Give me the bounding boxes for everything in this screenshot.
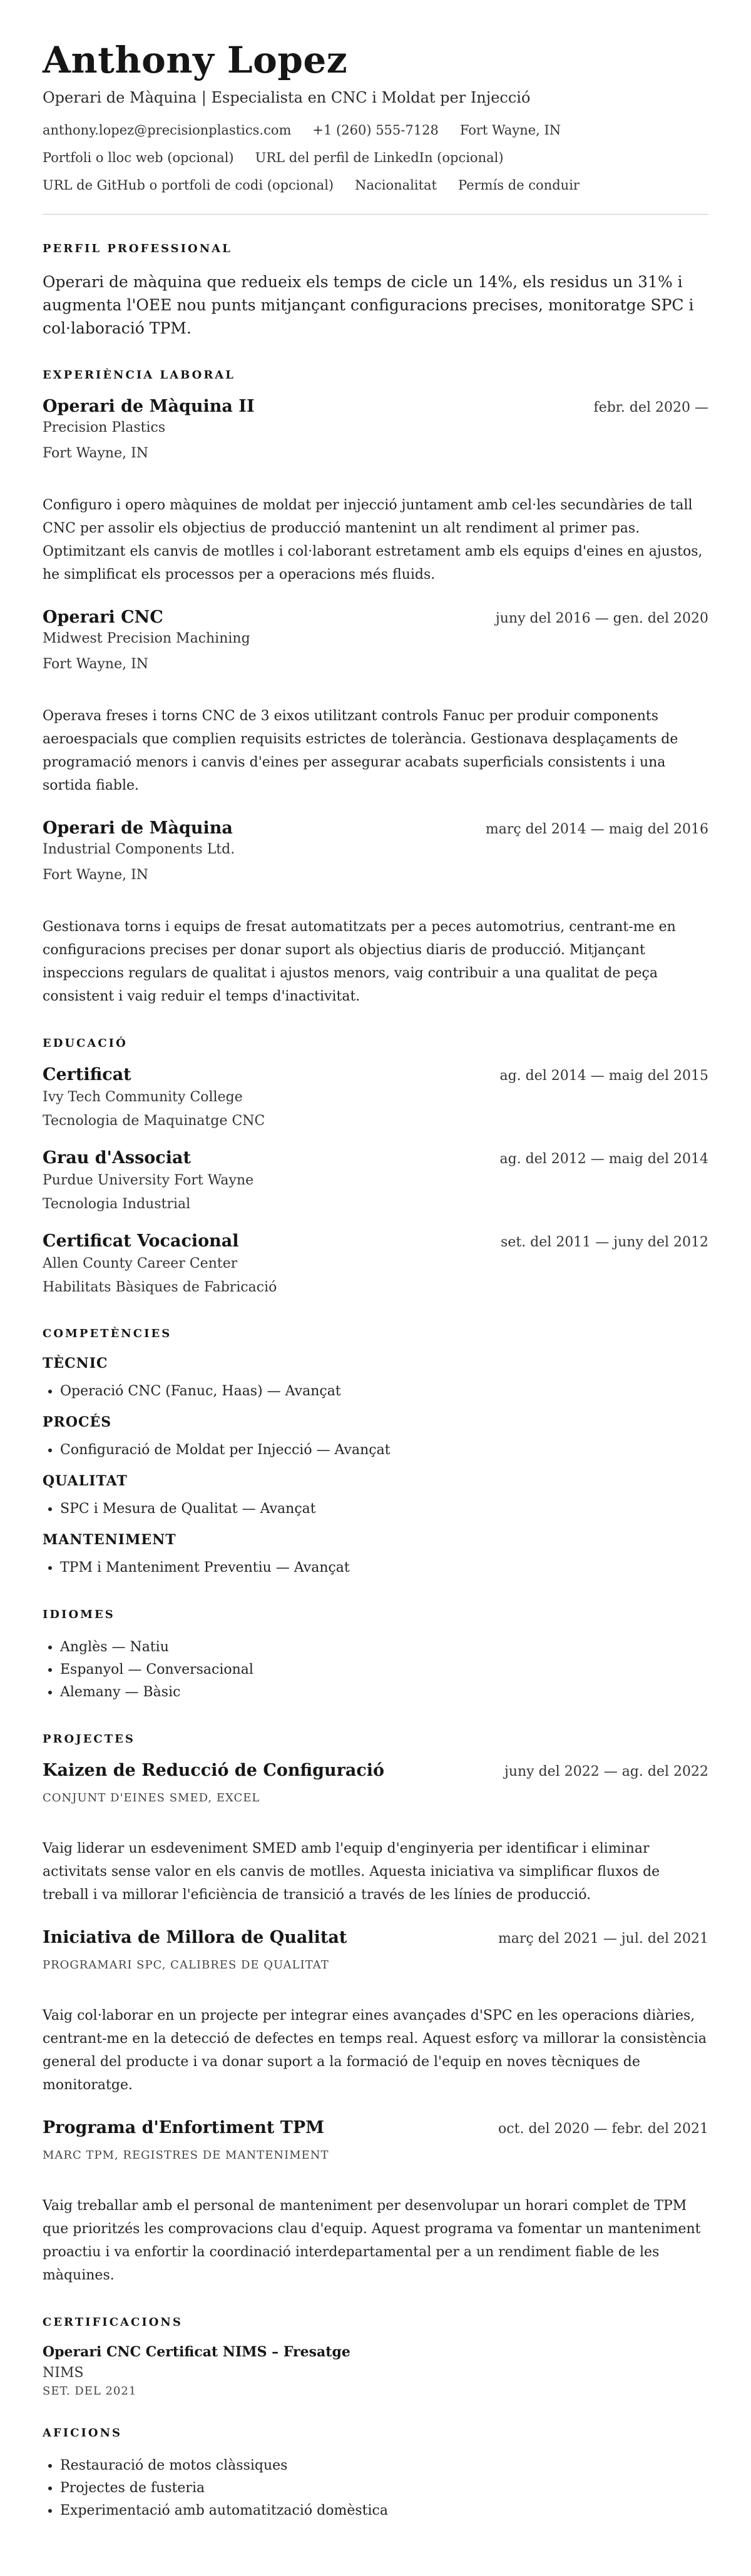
contact-row-2 [43, 150, 708, 165]
skill-category: TÈCNIC [43, 1355, 108, 1372]
job-description: Gestionava torns i equips de fresat automatitzats per a peces automotrius, centrant-me en configuracions precises per donar suport als objectius diaris de producció. Mitjançant inspeccions regulars de qualitat i ajustos menors, vaig contribuir a una qualitat de peça consistent i vaig reduir el temps d'inactivitat. [43, 919, 676, 1004]
project-entry [43, 2118, 708, 2287]
contact-portfolio[interactable]: Portfoli o lloc web (opcional) [43, 150, 234, 165]
education-entry [43, 1065, 708, 1132]
education-date: set. del 2011 — juny del 2012 [501, 1235, 708, 1250]
job-date: març del 2014 — maig del 2016 [485, 822, 708, 837]
education-entry [43, 1148, 708, 1215]
profile-section [43, 242, 708, 340]
contact-row-1 [43, 123, 708, 138]
certification-date: SET. DEL 2021 [43, 2385, 137, 2398]
section-title: AFICIONS [43, 2426, 123, 2440]
skills-section [43, 1327, 708, 1579]
skill-list [43, 1380, 708, 1403]
project-name: Programa d'Enfortiment TPM [43, 2118, 325, 2137]
language-item: • Alemany — Bàsic [60, 1681, 708, 1704]
contact-github[interactable]: URL de GitHub o portfoli de codi (opcional) [43, 178, 334, 193]
education-date: ag. del 2012 — maig del 2014 [499, 1151, 708, 1167]
projects-section [43, 1733, 708, 2287]
section-title: PROJECTES [43, 1733, 135, 1746]
job-description: Configuro i opero màquines de moldat per injecció juntament amb cel·les secundàries de tall CNC per assolir els objectius de producció mantenint un alt rendiment al primer pas. Optimitzant els canvis de motlles i col·laborant estretament amb els equips d'eines en ajustos, he simplificat els processos per a operacions més fluids. [43, 497, 703, 583]
project-name: Kaizen de Reducció de Configuració [43, 1761, 385, 1780]
project-tech: CONJUNT D'EINES SMED, EXCEL [43, 1791, 260, 1805]
education-field: Tecnologia de Maquinatge CNC [43, 1113, 265, 1129]
contact-email[interactable]: anthony.lopez@precisionplastics.com [43, 123, 292, 138]
project-entry [43, 1761, 708, 1907]
education-degree: Grau d'Associat [43, 1148, 191, 1168]
skill-list [43, 1557, 708, 1579]
project-tech: MARC TPM, REGISTRES DE MANTENIMENT [43, 2149, 329, 2162]
education-school: Ivy Tech Community College [43, 1089, 243, 1105]
languages-section [43, 1608, 708, 1704]
project-entry [43, 1928, 708, 2097]
hobbies-section [43, 2426, 708, 2522]
job-title: Operari CNC [43, 608, 163, 627]
language-item: • Espanyol — Conversacional [60, 1659, 708, 1681]
project-description: Vaig col·laborar en un projecte per integrar eines avançades d'SPC en les operacions diàries, centrant-me en la detecció de defectes en temps real. Aquest esforç va millorar la consistència general del producte i va donar suport a la formació de l'equip en noves tècniques de monitoratge. [43, 2008, 707, 2093]
contact-nationality: Nacionalitat [355, 178, 437, 193]
certification-name: Operari CNC Certificat NIMS – Fresatge [43, 2344, 350, 2360]
skill-category: MANTENIMENT [43, 1532, 176, 1548]
job-title: Operari de Màquina II [43, 397, 255, 416]
job-location: Fort Wayne, IN [43, 445, 149, 461]
project-date: juny del 2022 — ag. del 2022 [504, 1764, 708, 1779]
candidate-name: Anthony Lopez [43, 39, 348, 81]
language-item: • Anglès — Natiu [60, 1636, 708, 1659]
header-divider [43, 214, 708, 215]
experience-entry [43, 818, 708, 1008]
job-date: febr. del 2020 — [593, 400, 708, 415]
project-name: Iniciativa de Millora de Qualitat [43, 1928, 347, 1947]
education-section [43, 1037, 708, 1298]
project-description: Vaig liderar un esdeveniment SMED amb l'equip d'enginyeria per identificar i eliminar activitats sense valor en els canvis de motlles. Aquesta iniciativa va simplificar fluxos de treball i va millorar l'eficiència de transició a través de les línies de producció. [43, 1841, 660, 1903]
certification-issuer: NIMS [43, 2365, 84, 2381]
candidate-headline: Operari de Màquina | Especialista en CNC i Moldat per Injecció [43, 89, 531, 106]
section-title: EXPERIÈNCIA LABORAL [43, 369, 235, 382]
section-title: CERTIFICACIONS [43, 2316, 183, 2329]
skill-item: • Configuració de Moldat per Injecció — Avançat [60, 1439, 708, 1462]
section-title: PERFIL PROFESSIONAL [43, 242, 232, 255]
skill-list [43, 1498, 708, 1520]
experience-entry [43, 397, 708, 586]
project-date: oct. del 2020 — febr. del 2021 [498, 2121, 708, 2137]
contact-linkedin[interactable]: URL del perfil de LinkedIn (opcional) [255, 150, 504, 165]
section-title: EDUCACIÓ [43, 1037, 128, 1050]
project-date: març del 2021 — jul. del 2021 [498, 1931, 708, 1947]
profile-summary: Operari de màquina que redueix els temps de cicle un 14%, els residus un 31% i augmenta l'OEE nou punts mitjançant configuracions precises, monitoratge SPC i col·laboració TPM. [43, 273, 694, 337]
job-date: juny del 2016 — gen. del 2020 [495, 611, 708, 626]
hobby-item: • Projectes de fusteria [60, 2477, 708, 2500]
certifications-section [43, 2316, 708, 2398]
job-title: Operari de Màquina [43, 818, 233, 838]
education-school: Allen County Career Center [43, 1256, 238, 1271]
hobby-item: • Experimentació amb automatització domèstica [60, 2500, 708, 2522]
skill-item: • SPC i Mesura de Qualitat — Avançat [60, 1498, 708, 1520]
job-company: Precision Plastics [43, 420, 166, 435]
language-list [43, 1636, 708, 1704]
education-entry [43, 1231, 708, 1298]
experience-entry [43, 608, 708, 797]
section-title: COMPETÈNCIES [43, 1327, 172, 1340]
skill-category: PROCÉS [43, 1414, 112, 1430]
skill-item: • Operació CNC (Fanuc, Haas) — Avançat [60, 1380, 708, 1403]
hobby-item: • Restauració de motos clàssiques [60, 2455, 708, 2477]
hobby-list [43, 2455, 708, 2522]
contact-driving-license: Permís de conduir [458, 178, 580, 193]
contact-location: Fort Wayne, IN [459, 123, 561, 138]
education-degree: Certificat [43, 1065, 131, 1084]
experience-section [43, 369, 708, 1008]
job-location: Fort Wayne, IN [43, 867, 149, 883]
project-tech: PROGRAMARI SPC, CALIBRES DE QUALITAT [43, 1958, 329, 1972]
skill-list [43, 1439, 708, 1462]
job-description: Operava freses i torns CNC de 3 eixos utilitzant controls Fanuc per produir components aeroespacials que complien requisits estrictes de tolerància. Gestionava desplaçaments de programació menors i canvis d'eines per assegurar acabats superficials consistents i una sortida fiable. [43, 708, 678, 793]
job-company: Industrial Components Ltd. [43, 842, 235, 857]
education-school: Purdue University Fort Wayne [43, 1173, 254, 1188]
education-field: Habilitats Bàsiques de Fabricació [43, 1280, 277, 1295]
education-date: ag. del 2014 — maig del 2015 [499, 1068, 708, 1084]
job-company: Midwest Precision Machining [43, 631, 250, 646]
contact-row-3 [43, 178, 708, 193]
section-title: IDIOMES [43, 1608, 115, 1621]
skill-category: QUALITAT [43, 1473, 128, 1489]
education-degree: Certificat Vocacional [43, 1231, 239, 1251]
resume-header [43, 39, 708, 193]
job-location: Fort Wayne, IN [43, 656, 149, 672]
contact-phone[interactable]: +1 (260) 555-7128 [312, 123, 439, 138]
project-description: Vaig treballar amb el personal de manteniment per desenvolupar un horari complet de TPM que prioritzés les comprovacions clau d'equip. Aquest programa va fomentar un manteniment proactiu i va enfortir la coordinació interdepartamental per a un rendiment fiable de les màquines. [43, 2198, 701, 2283]
skill-item: • TPM i Manteniment Preventiu — Avançat [60, 1557, 708, 1579]
education-field: Tecnologia Industrial [43, 1196, 191, 1212]
